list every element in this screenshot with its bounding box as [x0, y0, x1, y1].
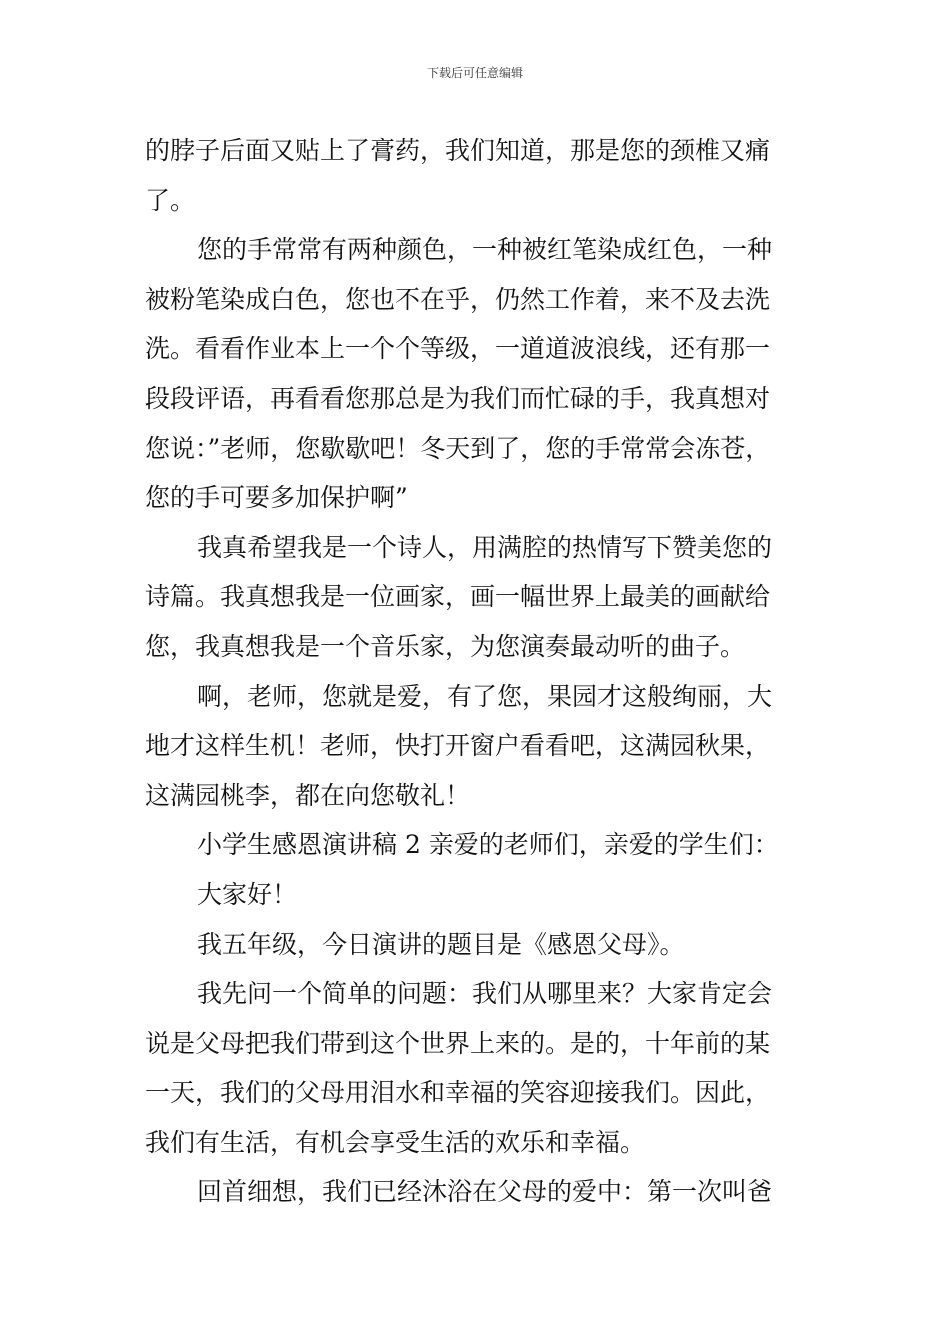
text-line: 您，我真想我是一个音乐家，为您演奏最动听的曲子。: [145, 631, 746, 661]
text-line: 大家好！: [197, 879, 298, 909]
text-line: 一天，我们的父母用泪水和幸福的笑容迎接我们。因此，: [145, 1078, 771, 1108]
document-body: [145, 126, 810, 1217]
text-line: 您说：”老师，您歇歇吧！冬天到了，您的手常常会冻苍，: [145, 433, 771, 463]
text-line: 您的手可要多加保护啊”: [145, 483, 408, 513]
text-line: 地才这样生机！老师，快打开窗户看看吧，这满园秋果，: [145, 731, 771, 761]
text-line: 说是父母把我们带到这个世界上来的。是的，十年前的某: [145, 1028, 771, 1058]
text-line: 我真希望我是一个诗人，用满腔的热情写下赞美您的: [197, 532, 773, 562]
text-line: 回首细想，我们已经沐浴在父母的爱中：第一次叫爸: [197, 1177, 773, 1207]
page-header: 下载后可任意编辑: [426, 66, 523, 80]
text-line: 洗。看看作业本上一个个等级，一道道波浪线，还有那一: [145, 334, 771, 364]
text-line: 被粉笔染成白色，您也不在乎，仍然工作着，来不及去洗: [145, 284, 771, 314]
text-line: 诗篇。我真想我是一位画家，画一幅世界上最美的画献给: [145, 582, 771, 612]
text-line: 您的手常常有两种颜色，一种被红笔染成红色，一种: [197, 235, 773, 265]
text-line: 啊，老师，您就是爱，有了您，果园才这般绚丽，大: [197, 681, 773, 711]
text-line: 我们有生活，有机会享受生活的欢乐和幸福。: [145, 1127, 646, 1157]
text-line: 了。: [145, 185, 196, 215]
text-line: 段段评语，再看看您那总是为我们而忙碌的手，我真想对: [145, 383, 771, 413]
text-line: 我先问一个简单的问题：我们从哪里来？大家肯定会: [197, 979, 773, 1009]
text-line: 小学生感恩演讲稿 2 亲爱的老师们，亲爱的学生们：: [197, 830, 779, 860]
text-line: 我五年级，今日演讲的题目是《感恩父母》。: [197, 929, 685, 959]
text-line: 这满园桃李，都在向您敬礼！: [145, 780, 471, 810]
text-line: 的脖子后面又贴上了膏药，我们知道，那是您的颈椎又痛: [145, 136, 771, 165]
